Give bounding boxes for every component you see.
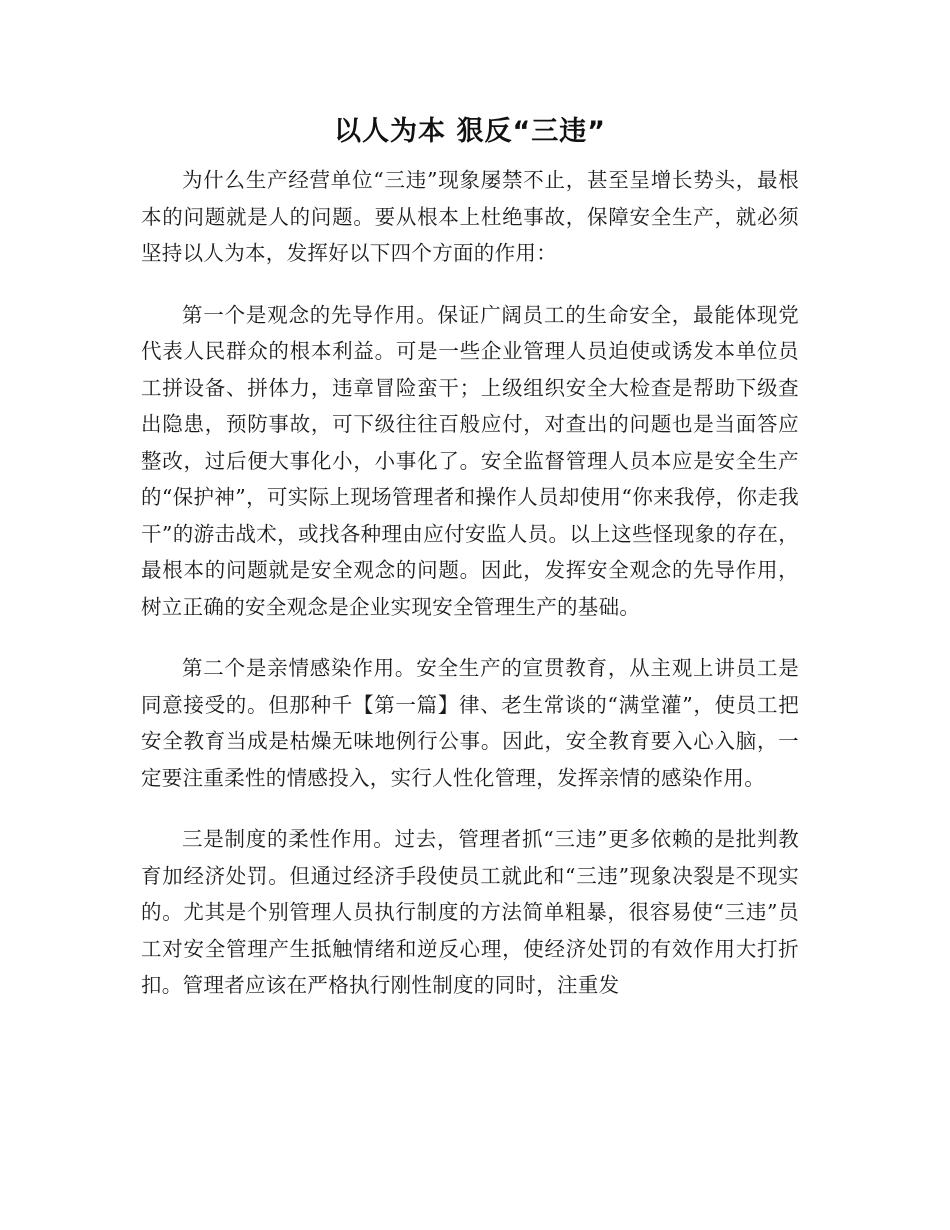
document-page	[141, 0, 799, 1004]
paragraph-flexible-rules: 三是制度的柔性作用。过去，管理者抓“三违”更多依赖的是批判教育加经济处罚。但通过经济手段使员工就此和“三违”现象决裂是不现实的。尤其是个别管理人员执行制度的方法简单粗暴，很容易使“三违”员工对安全管理产生抵触情绪和逆反心理，使经济处罚的有效作用大打折扣。管理者应该在严格执行刚性制度的同时，注重发	[141, 827, 799, 997]
paragraph-family-influence: 第二个是亲情感染作用。安全生产的宣贯教育，从主观上讲员工是同意接受的。但那种千【第一篇】律、老生常谈的“满堂灌”，使员工把安全教育当成是枯燥无味地例行公事。因此，安全教育要入心入脑，一定要注重柔性的情感投入，实行人性化管理，发挥亲情的感染作用。	[141, 656, 799, 790]
paragraph-intro: 为什么生产经营单位“三违”现象屡禁不止，甚至呈增长势头，最根本的问题就是人的问题。要从根本上杜绝事故，保障安全生产，就必须坚持以人为本，发挥好以下四个方面的作用：	[141, 168, 799, 265]
document-title: 以人为本 狠反“三违”	[334, 116, 606, 147]
paragraph-concept-guidance: 第一个是观念的先导作用。保证广阔员工的生命安全，最能体现党代表人民群众的根本利益。可是一些企业管理人员迫使或诱发本单位员工拼设备、拼体力，违章冒险蛮干；上级组织安全大检查是帮助下级查出隐患，预防事故，可下级往往百般应付，对查出的问题也是当面答应整改，过后便大事化小，小事化了。安全监督管理人员本应是安全生产的“保护神”，可实际上现场管理者和操作人员却使用“你来我停，你走我干”的游击战术，或找各种理由应付安监人员。以上这些怪现象的存在，最根本的问题就是安全观念的问题。因此，发挥安全观念的先导作用，树立正确的安全观念是企业实现安全管理生产的基础。	[141, 302, 799, 619]
